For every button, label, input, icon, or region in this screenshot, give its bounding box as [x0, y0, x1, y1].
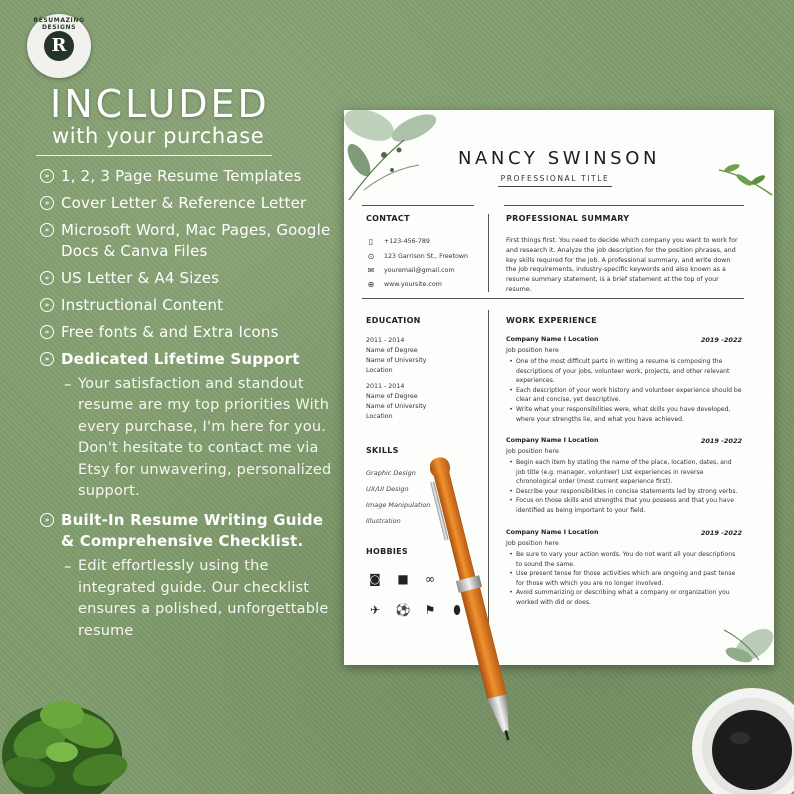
coffee-cup-image	[690, 680, 794, 794]
location-icon: ⊙	[367, 252, 375, 261]
job-years: 2019 -2022	[700, 529, 742, 537]
skill-item: UX/UI Design	[366, 485, 409, 493]
plane-icon: ✈	[369, 603, 381, 617]
chevron-circle-icon: »	[40, 352, 54, 366]
resume-title: PROFESSIONAL TITLE	[498, 174, 612, 187]
education-entry: 2011 - 2014 Name of Degree Name of University Location	[366, 383, 427, 420]
feature-text: US Letter & A4 Sizes	[61, 269, 220, 287]
job-years: 2019 -2022	[700, 336, 742, 344]
education-entry: 2011 - 2014 Name of Degree Name of University Location	[366, 337, 427, 374]
job-bullet: • Begin each item by stating the name of the place, location, dates, and job title (e.g. manager, volunteer) List experiences in reverse chronological order (most current experience first).	[509, 459, 732, 486]
job-position: Job position here	[506, 540, 559, 547]
feature-text: 1, 2, 3 Page Resume Templates	[61, 167, 302, 185]
skill-item: Illustration	[366, 517, 401, 525]
soccer-ball-icon: ⚽	[395, 603, 411, 617]
chevron-circle-icon: »	[40, 196, 54, 210]
job-company: Company Name I Location	[506, 529, 599, 536]
summary-heading: PROFESSIONAL SUMMARY	[506, 214, 630, 223]
job-bullet: • Each description of your work history and volunteer experience should be clear and concise, yet descriptive.	[509, 386, 742, 404]
golf-icon: ⚑	[424, 603, 436, 617]
contact-website: ⊕ www.yoursite.com	[367, 280, 442, 289]
skill-item: Image Manipulation	[366, 501, 431, 509]
orange-pen-image	[430, 445, 520, 755]
experience-heading: WORK EXPERIENCE	[506, 316, 597, 325]
rugby-ball-icon: ⬮	[453, 603, 461, 617]
divider	[362, 205, 474, 206]
job-bullet: • Describe your responsibilities in concise statements led by strong verbs.	[509, 487, 738, 495]
feature-note-text: Edit effortlessly using the integrated guide. Our checklist ensures a polished, unforgettable resume	[78, 558, 329, 639]
potted-plant-image	[0, 680, 140, 794]
promo-subhead: with your purchase	[52, 124, 265, 148]
feature-text: Instructional Content	[61, 296, 224, 314]
hobbies-heading: HOBBIES	[366, 547, 408, 556]
brand-logo-letter: R	[44, 31, 74, 61]
job-bullet: • Focus on those skills and strengths that you possess and that you have identified as being important to your field.	[509, 497, 735, 514]
feature-text: Cover Letter & Reference Letter	[61, 194, 307, 212]
skill-item: Graphic Design	[366, 469, 416, 477]
feature-text: Built-In Resume Writing Guide & Comprehensive Checklist.	[61, 511, 324, 551]
camera-icon: ◙	[369, 572, 381, 586]
feature-item	[40, 295, 336, 316]
job-bullet: • Write what your responsibilities were, what skills you have developed, where your strengths lie, and what you have achieved.	[509, 405, 731, 423]
contact-heading: CONTACT	[366, 214, 410, 223]
bicycle-icon: ∞	[425, 572, 435, 586]
chevron-circle-icon: »	[40, 223, 54, 237]
phone-icon: ▯	[368, 237, 374, 246]
job-bullet: • Use present tense for those activities which are ongoing and past tense for those with which you are no longer involved.	[509, 570, 736, 587]
feature-text: Microsoft Word, Mac Pages, Google Docs & Canva Files	[61, 221, 331, 260]
feature-item	[40, 510, 336, 552]
job-years: 2019 -2022	[700, 437, 742, 445]
job-entry	[506, 336, 742, 424]
contact-email: ✉ youremail@gmail.com	[367, 266, 455, 275]
divider	[488, 214, 489, 292]
feature-note: – Your satisfaction and standout resume are my top priorities With every purchase, I'm here for you. Don't hesitate to contact me via Etsy for unwavering, personalized support.	[64, 374, 336, 502]
feature-note-text: Your satisfaction and standout resume are my top priorities With every purchase, I'm here for you. Don't hesitate to contact me via Etsy for unwavering, personalized support.	[78, 376, 332, 500]
resume-name: NANCY SWINSON	[457, 148, 661, 169]
video-icon: ■	[397, 572, 409, 586]
job-bullet: • Avoid summarizing or describing what a company or organization you worked with did or does.	[509, 589, 730, 606]
resume-preview	[344, 110, 774, 665]
feature-item	[40, 166, 336, 187]
feature-note: – Edit effortlessly using the integrated guide. Our checklist ensures a polished, unforgettable resume	[64, 556, 336, 642]
feature-text: Free fonts & and Extra Icons	[61, 323, 279, 341]
brand-logo-text: RESUMAZING DESIGNS	[33, 17, 85, 31]
job-bullet: • Be sure to vary your action words. You do not want all your descriptions to sound the same.	[509, 551, 736, 568]
chevron-circle-icon: »	[40, 513, 54, 527]
divider	[362, 298, 744, 299]
feature-item	[40, 349, 336, 370]
job-position: Job position here	[506, 347, 559, 354]
job-entry	[506, 437, 742, 516]
job-company: Company Name I Location	[506, 437, 599, 444]
summary-text: First things first. You need to decide which company you want to work for and research it. Analyze the job description for the position phrases, and key skills required for the job. A professional summary, and write down the job requirements, industry-specific keywords and also known as a resume summary statement, is a brief statement at the top of your resume.	[506, 237, 738, 293]
chevron-circle-icon: »	[40, 169, 54, 183]
feature-item	[40, 220, 336, 262]
brand-logo	[27, 14, 91, 78]
job-position: Job position here	[506, 448, 559, 455]
promo-divider	[36, 155, 272, 156]
contact-address: ⊙ 123 Garrison St., Freetown	[367, 252, 468, 261]
feature-text: Dedicated Lifetime Support	[61, 350, 300, 368]
feature-list	[40, 166, 336, 650]
job-company: Company Name I Location	[506, 336, 599, 343]
globe-icon: ⊕	[367, 280, 375, 289]
education-heading: EDUCATION	[366, 316, 421, 325]
job-entry	[506, 529, 742, 608]
job-bullet: • One of the most difficult parts in writing a resume is composing the descriptions of your jobs, volunteer work, projects, and other relevant experiences.	[509, 358, 730, 385]
contact-phone: ▯ +123-456-789	[366, 237, 430, 246]
chevron-circle-icon: »	[40, 271, 54, 285]
chevron-circle-icon: »	[40, 325, 54, 339]
feature-item	[40, 268, 336, 289]
chevron-circle-icon: »	[40, 298, 54, 312]
promo-headline: INCLUDED	[50, 82, 270, 126]
mail-icon: ✉	[367, 266, 375, 275]
divider	[504, 205, 744, 206]
feature-item	[40, 193, 336, 214]
leaf-decoration-icon	[714, 605, 774, 665]
feature-item	[40, 322, 336, 343]
skills-heading: SKILLS	[366, 446, 399, 455]
